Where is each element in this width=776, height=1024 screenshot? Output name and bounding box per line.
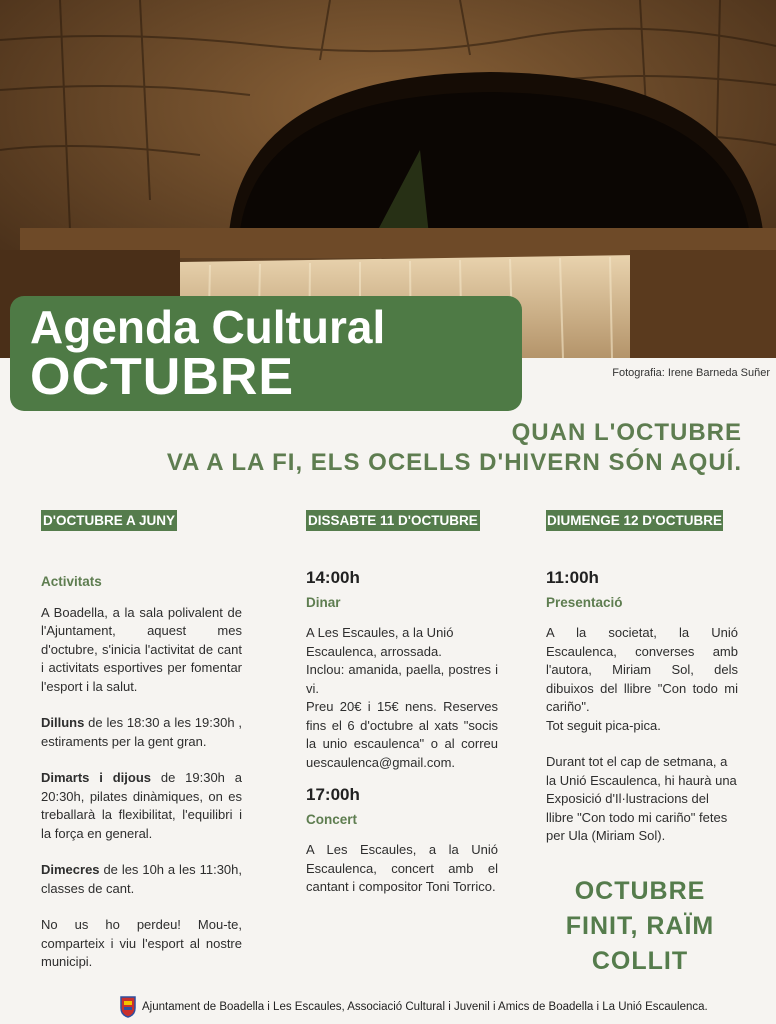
presentation-time: 11:00h [546,568,599,587]
proverb-line-1: QUAN L'OCTUBRE [511,419,742,446]
presentation-subtitle: Presentació [546,594,623,610]
activity-monday-text: de les 18:30 a les 19:30h , estiraments per la gent gran. [41,715,242,749]
concert-time: 17:00h [306,785,360,804]
activities-intro: A Boadella, a la sala polivalent de l'Ajuntament, aquest mes d'octubre, s'inicia l'activitat de cant i activitats esportives per fomentar l'esport i la salut. [41,604,242,694]
photo-credit: Fotografia: Irene Barneda Suñer [612,367,770,379]
lunch-price: Preu 20€ i 15€ nens. Reserves fins el 6 d'octubre al xats "socis la unio escaulenca" o al correu uescaulenca@gmail.com. [306,699,498,770]
lunch-subtitle: Dinar [306,594,341,610]
activity-wednesday-text: de les 10h a les 11:30h, classes de cant. [41,862,242,896]
closing-line-3: COLLIT [591,947,689,975]
footer [120,996,708,1018]
concert-description: A Les Escaules, a la Unió Escaulenca, concert amb el cantant i compositor Toni Torrico. [306,842,498,894]
column-saturday [306,510,498,897]
activity-tue-thu [41,769,242,843]
date-tag-sunday: DIUMENGE 12 D'OCTUBRE [546,510,723,531]
activities-outro: No us ho perdeu! Mou-te, comparteix i viu l'esport al nostre municipi. [41,917,242,969]
month-title: OCTUBRE [30,348,295,406]
activities-subtitle: Activitats [41,574,102,589]
agenda-title-box [10,296,522,411]
date-tag-october-june: D'OCTUBRE A JUNY [41,510,177,531]
column-activities [41,510,242,972]
presentation-description: A la societat, la Unió Escaulenca, converses amb l'autora, Miriam Sol, dels dibuixos del llibre "Con todo mi cariño". [546,625,738,714]
lunch-includes: Inclou: amanida, paella, postres i vi. [306,662,498,696]
concert-subtitle: Concert [306,811,358,827]
lunch-location: A Les Escaules, a la Unió Escaulenca, arrossada. [306,625,454,659]
closing-line-2: FINIT, RAÏM [565,912,715,940]
footer-organizers: Ajuntament de Boadella i Les Escaules, Associació Cultural i Juvenil i Amics de Boadella i La Unió Escaulenca. [142,1001,708,1013]
presentation-followup: Tot seguit pica-pica. [546,717,661,733]
activity-tue-thu-day: Dimarts i dijous [41,770,151,785]
agenda-title: Agenda Cultural [30,301,386,353]
lunch-time: 14:00h [306,568,360,587]
activity-tue-thu-text: de 19:30h a 20:30h, pilates dinàmiques, on es treballarà la flexibilitat, l'equilibri i la força en general. [41,770,242,841]
closing-line-1: OCTUBRE [574,877,706,905]
column-sunday [546,510,738,846]
proverb-line-2: VA A LA FI, ELS OCELLS D'HIVERN SÓN AQUÍ. [166,449,742,476]
activity-wednesday-day: Dimecres [41,862,100,877]
activity-monday-day: Dilluns [41,715,85,730]
closing-proverb [545,874,735,979]
municipal-shield-icon [120,996,136,1018]
activity-wednesday [41,861,242,898]
proverb-quote [167,418,742,478]
exhibition-description: Durant tot el cap de setmana, a la Unió Escaulenca, hi haurà una Exposició d'Il·lustracions del llibre "Con todo mi cariño" fetes per Ula (Miriam Sol). [546,754,737,843]
activity-monday [41,714,242,751]
date-tag-saturday: DISSABTE 11 D'OCTUBRE [306,510,480,531]
